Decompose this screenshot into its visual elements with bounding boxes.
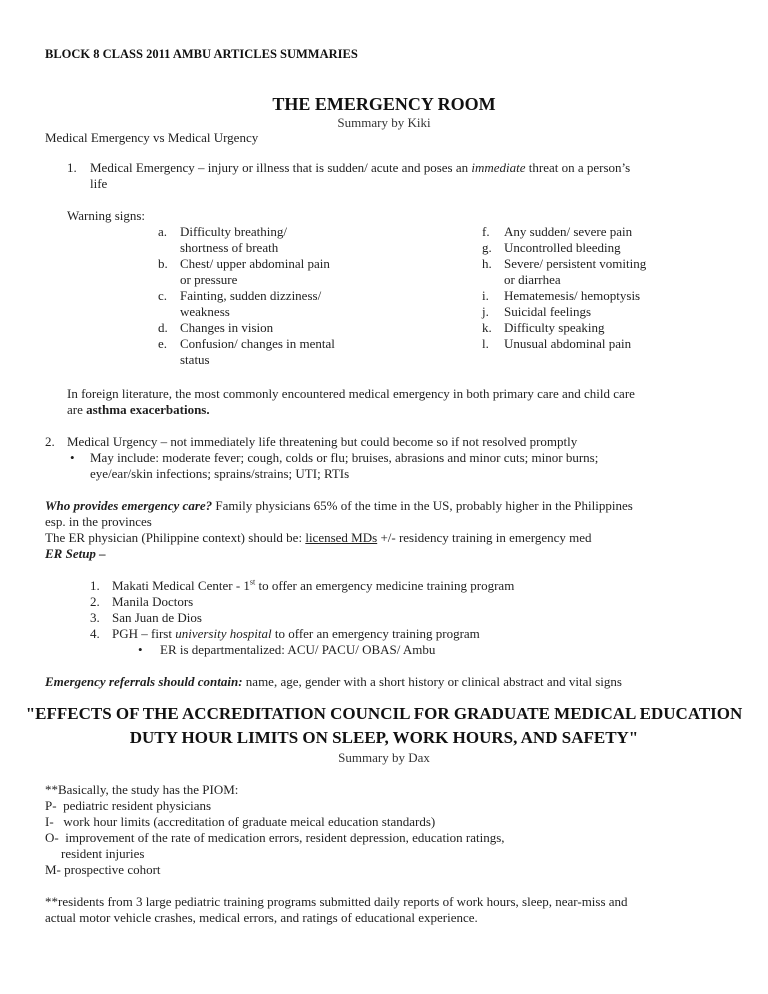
- er-physician-lead: The ER physician (Philippine context) should be:: [45, 530, 306, 545]
- article2-title-line1: "EFFECTS OF THE ACCREDITATION COUNCIL FOR GRADUATE MEDICAL EDUCATION: [25, 704, 743, 723]
- item-text: Makati Medical Center - 1: [112, 578, 250, 593]
- piom-key: P-: [45, 798, 57, 813]
- list-letter: l.: [482, 336, 489, 351]
- list-letter: g.: [482, 240, 492, 255]
- warning-sign-item: Fainting, sudden dizziness/: [180, 288, 322, 303]
- referrals-line: [45, 674, 622, 690]
- item-number: 2.: [90, 594, 100, 609]
- er-setup-label: ER Setup –: [45, 546, 106, 561]
- item-lead: Medical Emergency – injury or illness that is sudden/ acute and poses an: [90, 160, 472, 175]
- warning-sign-item: Confusion/ changes in mental: [180, 336, 335, 351]
- referrals-text: name, age, gender with a short history or clinical abstract and vital signs: [242, 674, 622, 689]
- warning-sign-item: Hematemesis/ hemoptysis: [504, 288, 641, 303]
- list-letter: j.: [482, 304, 489, 319]
- item-number: 1.: [67, 160, 77, 175]
- item-text: [90, 160, 630, 176]
- referrals-label: Emergency referrals should contain:: [45, 674, 243, 689]
- bullet-icon: •: [138, 642, 143, 657]
- item-tail: threat on a person’s: [525, 160, 631, 175]
- list-letter: a.: [158, 224, 168, 239]
- item-emphasis: immediate: [471, 160, 526, 175]
- list-letter: f.: [482, 224, 490, 239]
- piom-item-cont: resident injuries: [61, 846, 145, 861]
- list-letter: d.: [158, 320, 168, 335]
- piom-key: M-: [45, 862, 61, 877]
- item-text: San Juan de Dios: [112, 610, 202, 625]
- piom-intro: **Basically, the study has the PIOM:: [45, 782, 239, 797]
- piom-item: [45, 830, 505, 846]
- foreign-lit-line1: In foreign literature, the most commonly encountered medical emergency in both primary care and child care: [67, 386, 635, 401]
- list-letter: k.: [482, 320, 492, 335]
- piom-text: work hour limits (accreditation of graduate meical education standards): [63, 814, 436, 829]
- piom-text: prospective cohort: [64, 862, 161, 877]
- er-setup-item: [90, 594, 193, 610]
- warning-sign-item: Difficulty speaking: [504, 320, 605, 335]
- warning-sign-item-cont: or diarrhea: [504, 272, 561, 287]
- article-byline: Summary by Kiki: [337, 115, 431, 130]
- er-setup-item: [90, 626, 480, 642]
- list-letter: b.: [158, 256, 168, 271]
- piom-text: pediatric resident physicians: [63, 798, 212, 813]
- er-physician-tail: +/- residency training in emergency med: [377, 530, 592, 545]
- er-physician-underlined: licensed MDs: [305, 530, 378, 545]
- warning-sign-item-cont: or pressure: [180, 272, 238, 287]
- who-provides-label: Who provides emergency care?: [45, 498, 213, 513]
- foreign-lit-lead: are: [67, 402, 87, 417]
- bullet-text: May include: moderate fever; cough, colds or flu; bruises, abrasions and minor cuts; minor burns;: [90, 450, 599, 465]
- who-provides-paragraph: [45, 498, 633, 514]
- item-text-post: to offer an emergency training program: [271, 626, 480, 641]
- bullet-text-cont: eye/ear/skin infections; sprains/strains; UTI; RTIs: [90, 466, 350, 481]
- item-text-cont: life: [90, 176, 108, 191]
- piom-item: [45, 798, 211, 814]
- list-letter: i.: [482, 288, 489, 303]
- piom-item: [45, 862, 161, 878]
- item-number: 2.: [45, 434, 55, 449]
- section-intro: Medical Emergency vs Medical Urgency: [45, 130, 259, 145]
- warning-sign-item: Difficulty breathing/: [180, 224, 287, 239]
- item-text: Medical Urgency – not immediately life threatening but could become so if not resolved promptly: [67, 434, 578, 449]
- item-text: Manila Doctors: [112, 594, 194, 609]
- list-letter: e.: [158, 336, 168, 351]
- warning-sign-item-cont: status: [180, 352, 210, 367]
- list-letter: c.: [158, 288, 168, 303]
- item-text-post: to offer an emergency medicine training program: [255, 578, 515, 593]
- residents-line2: actual motor vehicle crashes, medical errors, and ratings of educational experience.: [45, 910, 478, 925]
- residents-line1: **residents from 3 large pediatric training programs submitted daily reports of work hours, sleep, near-miss and: [45, 894, 628, 909]
- warning-sign-item: Severe/ persistent vomiting: [504, 256, 647, 271]
- warning-sign-item: Changes in vision: [180, 320, 274, 335]
- warning-sign-item: Uncontrolled bleeding: [504, 240, 621, 255]
- item-number: 4.: [90, 626, 100, 641]
- document-header: BLOCK 8 CLASS 2011 AMBU ARTICLES SUMMARIES: [45, 47, 358, 61]
- piom-key: O-: [45, 830, 59, 845]
- warning-sign-item: Any sudden/ severe pain: [504, 224, 633, 239]
- item-emphasis: university hospital: [175, 626, 272, 641]
- foreign-lit-bold: asthma exacerbations.: [86, 402, 210, 417]
- foreign-lit-line2: [67, 402, 210, 418]
- piom-item: [45, 814, 435, 830]
- list-letter: h.: [482, 256, 492, 271]
- item-text: PGH – first: [112, 626, 176, 641]
- article-title: THE EMERGENCY ROOM: [272, 94, 496, 114]
- warning-sign-item: Chest/ upper abdominal pain: [180, 256, 330, 271]
- item-superscript: st: [249, 577, 256, 587]
- warning-sign-item: Suicidal feelings: [504, 304, 592, 319]
- piom-text: improvement of the rate of medication errors, resident depression, education ratings,: [65, 830, 505, 845]
- er-physician-line: [45, 530, 591, 546]
- er-sub-bullet: ER is departmentalized: ACU/ PACU/ OBAS/ Ambu: [160, 642, 436, 657]
- warning-sign-item-cont: shortness of breath: [180, 240, 279, 255]
- warning-sign-item-cont: weakness: [180, 304, 230, 319]
- item-number: 3.: [90, 610, 100, 625]
- item-number: 1.: [90, 578, 100, 593]
- article2-byline: Summary by Dax: [338, 750, 430, 765]
- warning-signs-label: Warning signs:: [67, 208, 146, 223]
- article2-title-line2: DUTY HOUR LIMITS ON SLEEP, WORK HOURS, AND SAFETY": [129, 728, 639, 747]
- who-provides-text: Family physicians 65% of the time in the US, probably higher in the Philippines: [212, 498, 633, 513]
- who-provides-cont: esp. in the provinces: [45, 514, 152, 529]
- er-setup-item: [90, 578, 514, 594]
- piom-key: I-: [45, 814, 54, 829]
- er-setup-item: [90, 610, 202, 626]
- warning-sign-item: Unusual abdominal pain: [504, 336, 632, 351]
- bullet-icon: •: [70, 450, 75, 465]
